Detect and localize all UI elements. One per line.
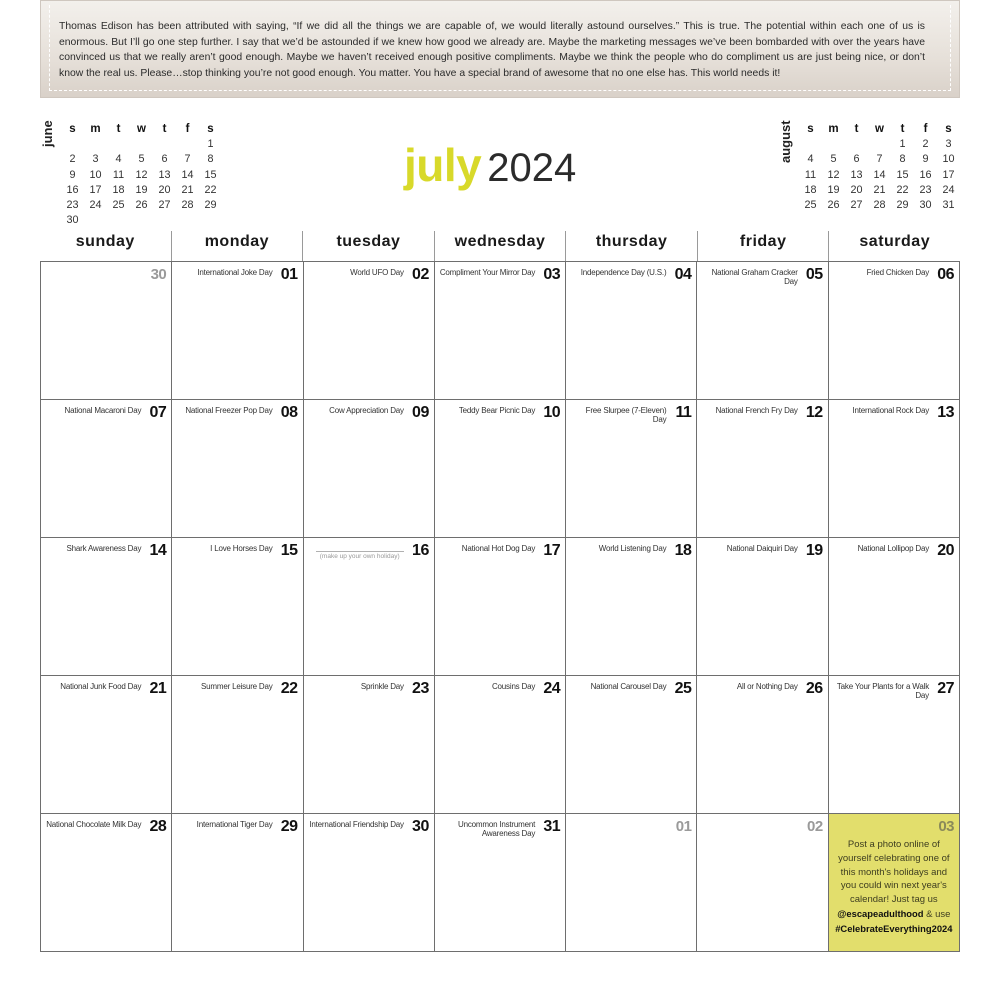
holiday-label: Take Your Plants for a Walk Day [836, 682, 929, 700]
day-cell[interactable] [41, 538, 172, 676]
august-day-header: t [900, 123, 905, 135]
june-day: 12 [135, 168, 148, 181]
day-number: 01 [675, 818, 692, 835]
august-day: 11 [804, 168, 817, 181]
august-day: 27 [850, 198, 863, 211]
august-day: 25 [804, 198, 817, 211]
june-day-header: s [207, 123, 214, 135]
quote-box [40, 0, 960, 98]
day-cell[interactable] [41, 400, 172, 538]
day-cell[interactable] [566, 538, 697, 676]
june-day: 8 [207, 153, 214, 166]
day-number: 08 [280, 404, 298, 421]
day-number: 29 [280, 818, 298, 835]
june-day: 24 [89, 198, 102, 211]
holiday-label: World Listening Day [598, 544, 667, 553]
day-number: 30 [412, 818, 429, 835]
day-number: 02 [412, 266, 429, 283]
day-number: 23 [412, 680, 429, 697]
quote-text: Thomas Edison has been attributed with saying, “If we did all the things we are capable of, we would literally astound ourselves.” This is true. The potential within each one of us is enormous. But I’ll go one step further. I say that we’d be astounded if we knew how good we already are. Maybe the marketing messages we’ve been bombarded with over the years have convinced us that we really aren’t good enough. Maybe we haven’t received enough positive compliments. Maybe we think the people who do compliment us are just being nice, or don’t know the real us. Please…stop thinking you’re not good enough. You matter. You have a special brand of awesome that no one else has. This world needs it! [59, 21, 925, 79]
day-number: 12 [805, 404, 823, 421]
june-day: 27 [158, 198, 171, 211]
august-day: 19 [827, 183, 840, 196]
day-number: 22 [280, 680, 298, 697]
june-day-header: t [162, 123, 167, 135]
june-day: 22 [204, 183, 217, 196]
day-number: 17 [543, 542, 561, 559]
june-day: 13 [158, 168, 171, 181]
june-day-header: t [116, 123, 121, 135]
august-day: 12 [827, 168, 840, 181]
day-number: 11 [675, 404, 692, 421]
august-day-header: f [923, 123, 928, 135]
august-day: 4 [807, 153, 814, 166]
holiday-label: National Lollipop Day [857, 544, 929, 553]
holiday-label: National Daiquiri Day [726, 544, 798, 553]
day-number: 04 [674, 266, 692, 283]
august-day: 10 [942, 153, 955, 166]
day-number: 03 [938, 818, 954, 835]
august-day-header: t [854, 123, 859, 135]
promo-body: Post a photo online of yourself celebrating one of this month's holidays and you could win next year's calendar! Just tag us [838, 839, 950, 906]
june-day: 28 [181, 198, 194, 211]
day-number: 06 [937, 266, 954, 283]
day-cell[interactable] [304, 538, 435, 676]
june-day-header: m [90, 123, 101, 135]
holiday-label: Compliment Your Mirror Day [439, 268, 536, 277]
holiday-label: World UFO Day [350, 268, 404, 277]
june-day [107, 137, 130, 152]
day-cell[interactable] [697, 676, 828, 814]
weekday-wednesday: wednesday [435, 231, 567, 261]
june-day: 30 [66, 214, 79, 227]
day-number: 16 [412, 542, 429, 559]
holiday-label: Shark Awareness Day [66, 544, 142, 553]
june-day: 20 [158, 183, 171, 196]
day-cell[interactable] [566, 676, 697, 814]
day-number: 13 [937, 404, 954, 421]
holiday-label: Free Slurpee (7-Eleven) Day [585, 406, 667, 424]
august-day-header: s [945, 123, 952, 135]
day-cell[interactable] [566, 400, 697, 538]
day-number: 15 [280, 542, 298, 559]
day-number: 07 [149, 404, 167, 421]
weekday-sunday: sunday [40, 231, 172, 261]
june-day-header: f [185, 123, 190, 135]
august-day-header: s [807, 123, 814, 135]
day-number: 14 [149, 542, 167, 559]
june-day: 29 [204, 198, 217, 211]
august-day [799, 137, 822, 152]
june-day: 4 [115, 153, 122, 166]
june-day: 25 [112, 198, 125, 211]
day-cell[interactable] [829, 262, 960, 400]
june-day: 11 [112, 168, 125, 181]
day-cell[interactable] [435, 262, 566, 400]
august-day: 7 [876, 153, 883, 166]
august-day: 17 [942, 168, 955, 181]
day-cell[interactable] [566, 814, 697, 952]
day-number: 24 [543, 680, 561, 697]
day-cell[interactable] [41, 676, 172, 814]
june-day-header: w [137, 123, 146, 135]
day-cell[interactable] [304, 676, 435, 814]
day-cell[interactable] [829, 538, 960, 676]
day-cell[interactable] [172, 262, 303, 400]
make-your-own-holiday-line[interactable]: (make up your own holiday) [316, 551, 404, 560]
day-number: 26 [805, 680, 823, 697]
august-day: 5 [830, 153, 837, 166]
june-day [84, 137, 107, 152]
june-day: 7 [184, 153, 191, 166]
mini-calendar-june-grid [61, 122, 222, 228]
promo-hashtag[interactable]: #CelebrateEverything2024 [835, 922, 953, 934]
holiday-label: Teddy Bear Picnic Day [458, 406, 536, 415]
august-day: 31 [942, 198, 955, 211]
june-day: 17 [89, 183, 102, 196]
day-cell[interactable] [304, 262, 435, 400]
june-day [61, 137, 84, 152]
holiday-label: National Junk Food Day [60, 682, 142, 691]
holiday-label: Cow Appreciation Day [329, 406, 404, 415]
day-number: 18 [674, 542, 692, 559]
august-day: 18 [804, 183, 817, 196]
holiday-label: Summer Leisure Day [201, 682, 273, 691]
day-cell[interactable] [829, 676, 960, 814]
june-day: 26 [135, 198, 148, 211]
holiday-label: Independence Day (U.S.) [580, 268, 667, 277]
june-day: 16 [66, 183, 79, 196]
day-cell[interactable] [435, 814, 566, 952]
august-day: 28 [873, 198, 886, 211]
august-day-header: w [875, 123, 884, 135]
august-day: 9 [922, 153, 929, 166]
august-day-header: m [828, 123, 839, 135]
day-number: 28 [149, 818, 167, 835]
august-day: 3 [945, 138, 952, 151]
day-number: 10 [543, 404, 561, 421]
august-day: 30 [919, 198, 932, 211]
holiday-label: International Rock Day [852, 406, 929, 415]
weekday-thursday: thursday [566, 231, 698, 261]
day-number: 01 [280, 266, 298, 283]
june-day [176, 137, 199, 152]
august-day: 16 [919, 168, 932, 181]
day-number: 03 [543, 266, 561, 283]
june-day: 14 [181, 168, 194, 181]
august-day: 24 [942, 183, 955, 196]
holiday-label: Sprinkle Day [360, 682, 404, 691]
august-day [845, 137, 868, 152]
holiday-label: National French Fry Day [715, 406, 798, 415]
day-cell[interactable] [172, 814, 303, 952]
day-cell[interactable] [697, 538, 828, 676]
day-cell[interactable] [435, 676, 566, 814]
august-day: 20 [850, 183, 863, 196]
june-day: 5 [138, 153, 145, 166]
august-day: 29 [896, 198, 909, 211]
day-cell[interactable] [435, 538, 566, 676]
day-number: 27 [937, 680, 954, 697]
holiday-label: I Love Horses Day [210, 544, 273, 553]
promo-text [833, 838, 955, 937]
june-day [153, 137, 176, 152]
day-number: 21 [149, 680, 167, 697]
holiday-label: Uncommon Instrument Awareness Day [458, 820, 536, 838]
promo-connector: & use [926, 908, 951, 920]
calendar-grid [40, 261, 960, 952]
august-day: 8 [899, 153, 906, 166]
holiday-label: National Carousel Day [590, 682, 667, 691]
holiday-label: All or Nothing Day [736, 682, 798, 691]
june-day: 10 [89, 168, 102, 181]
august-day: 13 [850, 168, 863, 181]
june-day: 19 [135, 183, 148, 196]
day-cell[interactable] [697, 262, 828, 400]
weekday-tuesday: tuesday [303, 231, 435, 261]
june-day: 21 [181, 183, 194, 196]
august-day: 22 [896, 183, 909, 196]
holiday-label: International Joke Day [197, 268, 273, 277]
june-day [130, 137, 153, 152]
day-number: 31 [543, 818, 561, 835]
day-cell[interactable] [304, 814, 435, 952]
june-day: 6 [161, 153, 168, 166]
mini-calendar-august-name: august [778, 120, 793, 163]
august-day: 14 [873, 168, 886, 181]
holiday-label: International Tiger Day [196, 820, 273, 829]
day-number: 25 [674, 680, 692, 697]
day-cell[interactable] [697, 814, 828, 952]
august-day: 23 [919, 183, 932, 196]
promo-cell[interactable] [829, 814, 960, 952]
august-day: 15 [896, 168, 909, 181]
day-cell[interactable] [435, 400, 566, 538]
mini-calendar-june-name: june [40, 120, 55, 147]
day-cell[interactable] [172, 676, 303, 814]
day-cell[interactable] [829, 400, 960, 538]
holiday-label: National Hot Dog Day [461, 544, 536, 553]
day-number: 05 [805, 266, 823, 283]
day-number: 20 [937, 542, 954, 559]
mini-calendar-august-grid [799, 122, 960, 213]
august-day: 2 [922, 138, 929, 151]
month-name: july [404, 139, 482, 191]
promo-handle[interactable]: @escapeadulthood [837, 907, 924, 919]
june-day: 15 [204, 168, 217, 181]
holiday-label: Cousins Day [491, 682, 536, 691]
holiday-label: National Freezer Pop Day [185, 406, 273, 415]
day-number: 30 [150, 266, 167, 283]
day-cell[interactable] [566, 262, 697, 400]
august-day [868, 137, 891, 152]
day-cell[interactable] [172, 538, 303, 676]
june-day: 9 [69, 168, 76, 181]
day-cell[interactable] [697, 400, 828, 538]
june-day: 1 [207, 138, 214, 151]
august-day: 1 [899, 138, 906, 151]
august-day: 21 [873, 183, 886, 196]
august-day: 6 [853, 153, 860, 166]
june-day: 23 [66, 198, 79, 211]
day-cell[interactable] [172, 400, 303, 538]
month-title [404, 138, 576, 194]
june-day-header: s [69, 123, 76, 135]
day-cell[interactable] [41, 814, 172, 952]
day-number: 02 [807, 818, 823, 835]
holiday-label: International Friendship Day [309, 820, 404, 829]
holiday-label: National Chocolate Milk Day [46, 820, 142, 829]
year: 2024 [487, 146, 577, 190]
weekday-monday: monday [172, 231, 304, 261]
weekday-friday: friday [698, 231, 830, 261]
weekday-header-row [40, 231, 960, 261]
june-day: 2 [69, 153, 76, 166]
holiday-label: National Graham Cracker Day [711, 268, 798, 286]
weekday-saturday: saturday [859, 233, 931, 250]
day-cell[interactable] [41, 262, 172, 400]
june-day: 3 [92, 153, 99, 166]
august-day [822, 137, 845, 152]
day-number: 19 [805, 542, 823, 559]
june-day: 18 [112, 183, 125, 196]
august-day: 26 [827, 198, 840, 211]
day-cell[interactable] [304, 400, 435, 538]
holiday-label: National Macaroni Day [64, 406, 142, 415]
day-number: 09 [412, 404, 429, 421]
holiday-label: Fried Chicken Day [866, 268, 929, 277]
